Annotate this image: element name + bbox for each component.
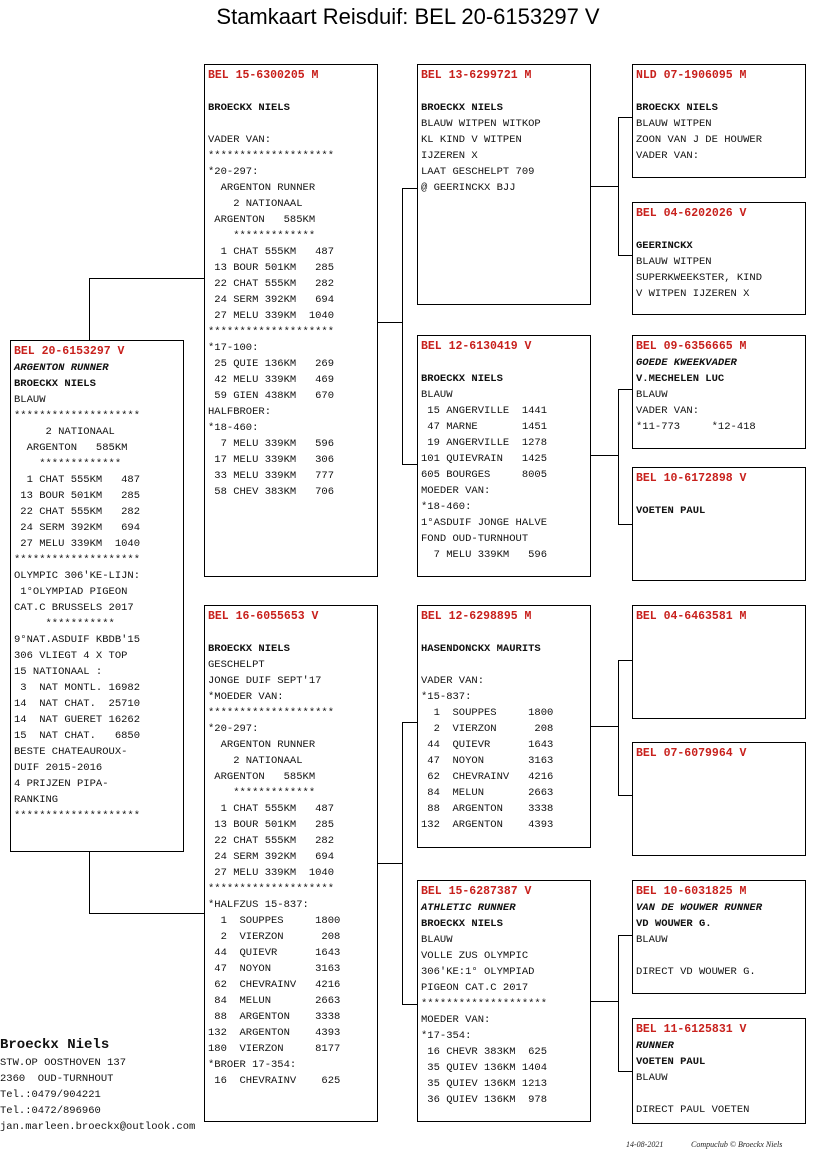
card-line: ARGENTON RUNNER [208,182,316,194]
pigeon-name: GOEDE KWEEKVADER [636,357,737,369]
pigeon-name: ATHLETIC RUNNER [421,902,516,914]
connector-line [618,117,633,118]
card-line: ******************** [14,554,141,566]
owner-name: GEERINCKX [636,240,693,252]
owner-name: BROECKX NIELS [636,102,718,114]
card-line: 47 NOYON 3163 [421,755,554,767]
card-line: *********** [14,618,115,630]
card-line [208,84,374,100]
connector-line [590,726,618,727]
card-line: 1°ASDUIF JONGE HALVE [421,517,548,529]
card-mm-mother [632,1018,806,1124]
connector-line [89,851,90,913]
card-father [204,64,378,577]
card-line: CAT.C BRUSSELS 2017 [14,602,134,614]
connector-line [377,322,402,323]
connector-line [590,455,618,456]
card-line: 59 GIEN 438KM 670 [208,390,335,402]
connector-line [402,464,417,465]
card-line: OLYMPIC 306'KE-LIJN: [14,570,141,582]
card-mother-father [417,605,591,848]
card-line: KL KIND V WITPEN [421,134,522,146]
card-line: VADER VAN: [208,134,272,146]
card-line: MOEDER VAN: [421,485,491,497]
breeder-phone-1: Tel.:0479/904221 [0,1089,101,1101]
card-line: 22 CHAT 555KM 282 [14,506,141,518]
card-line [636,84,802,100]
card-line: 2 NATIONAAL [208,198,303,210]
owner-name: VOETEN PAUL [636,1056,706,1068]
card-line: VADER VAN: [636,405,700,417]
breeder-city: 2360 OUD-TURNHOUT [0,1073,114,1085]
connector-line [89,278,204,279]
connector-line [402,188,403,464]
connector-line [618,117,619,255]
card-line: SUPERKWEEKSTER, KIND [636,272,763,284]
card-line: *17-354: [421,1030,472,1042]
card-line: 84 MELUN 2663 [421,787,554,799]
ring-number: BEL 20-6153297 V [14,345,125,358]
owner-name: BROECKX NIELS [14,378,96,390]
card-line: GESCHELPT [208,659,265,671]
owner-name: BROECKX NIELS [421,373,503,385]
card-father-father [417,64,591,305]
ring-number: BEL 04-6202026 V [636,207,747,220]
ring-number: BEL 12-6298895 M [421,610,532,623]
card-line: 1°OLYMPIAD PIGEON [14,586,128,598]
card-line: 17 MELU 339KM 306 [208,454,335,466]
card-line: PIGEON CAT.C 2017 [421,982,529,994]
card-line: 16 CHEVRAINV 625 [208,1075,341,1087]
card-line: 605 BOURGES 8005 [421,469,548,481]
card-ff-mother [632,202,806,315]
card-line: 2 NATIONAAL [208,755,303,767]
card-line: MOEDER VAN: [421,1014,491,1026]
card-line: 1 SOUPPES 1800 [208,915,341,927]
breeder-email: jan.marleen.broeckx@outlook.com [0,1121,196,1133]
card-line [636,222,802,238]
card-line: *18-460: [421,501,472,513]
card-line: 33 MELU 339KM 777 [208,470,335,482]
card-fm-mother [632,467,806,581]
card-line: 4 PRIJZEN PIPA- [14,778,109,790]
card-mm-father [632,880,806,994]
card-line [636,948,802,964]
breeder-name: Broeckx Niels [0,1037,110,1053]
card-line: BESTE CHATEAUROUX- [14,746,128,758]
card-line: VADER VAN: [636,150,700,162]
pigeon-name: VAN DE WOUWER RUNNER [636,902,763,914]
card-line: RANKING [14,794,59,806]
card-line: DUIF 2015-2016 [14,762,103,774]
card-line: 44 QUIEVR 1643 [421,739,554,751]
owner-name: VOETEN PAUL [636,505,706,517]
connector-line [618,524,633,525]
card-line: 88 ARGENTON 3338 [208,1011,341,1023]
owner-name: BROECKX NIELS [421,918,503,930]
ring-number: BEL 15-6300205 M [208,69,319,82]
card-line: 1 CHAT 555KM 487 [208,246,335,258]
owner-name: HASENDONCKX MAURITS [421,643,541,655]
card-line: HALFBROER: [208,406,272,418]
card-line: 132 ARGENTON 4393 [421,819,554,831]
card-line: 13 BOUR 501KM 285 [14,490,141,502]
ring-number: BEL 11-6125831 V [636,1023,747,1036]
card-line: *11-773 *12-418 [636,421,756,433]
card-line: 1 SOUPPES 1800 [421,707,554,719]
card-line: 13 BOUR 501KM 285 [208,262,335,274]
card-line: DIRECT VD WOUWER G. [636,966,756,978]
card-line [421,355,587,371]
footer-date: 14-08-2021 [626,1140,664,1149]
card-line: 2 VIERZON 208 [208,931,341,943]
card-line [208,625,374,641]
card-line: 15 NATIONAAL : [14,666,103,678]
card-line: VOLLE ZUS OLYMPIC [421,950,529,962]
card-subject [10,340,184,852]
card-line [421,84,587,100]
card-line: 35 QUIEV 136KM 1213 [421,1078,548,1090]
card-line: 47 NOYON 3163 [208,963,341,975]
card-line: 16 CHEVR 383KM 625 [421,1046,548,1058]
card-line: ************* [208,230,316,242]
card-line: BLAUW [14,394,46,406]
card-line: ******************** [14,410,141,422]
connector-line [618,660,633,661]
owner-name: VD WOUWER G. [636,918,712,930]
card-line: *20-297: [208,723,259,735]
card-line: 47 MARNE 1451 [421,421,548,433]
card-line: BLAUW [636,1072,668,1084]
ring-number: BEL 12-6130419 V [421,340,532,353]
ring-number: BEL 15-6287387 V [421,885,532,898]
card-line: 2 VIERZON 208 [421,723,554,735]
card-mother [204,605,378,1122]
card-line: *HALFZUS 15-837: [208,899,309,911]
card-line: 24 SERM 392KM 694 [14,522,141,534]
card-line: 14 NAT GUERET 16262 [14,714,141,726]
card-line: ARGENTON 585KM [208,214,316,226]
card-line: V WITPEN IJZEREN X [636,288,750,300]
card-line: DIRECT PAUL VOETEN [636,1104,750,1116]
card-line: 19 ANGERVILLE 1278 [421,437,548,449]
card-mf-mother [632,742,806,856]
card-line: 27 MELU 339KM 1040 [14,538,141,550]
ring-number: NLD 07-1906095 M [636,69,747,82]
connector-line [618,255,633,256]
pigeon-name: ARGENTON RUNNER [14,362,109,374]
card-line: ARGENTON 585KM [14,442,128,454]
connector-line [618,935,633,936]
card-line [208,116,374,132]
card-line: BLAUW [421,389,453,401]
breeder-phone-2: Tel.:0472/896960 [0,1105,101,1117]
card-line: BLAUW [636,934,668,946]
card-line: *18-460: [208,422,259,434]
card-line: BLAUW WITPEN [636,118,712,130]
ring-number: BEL 10-6031825 M [636,885,747,898]
breeder-address: STW.OP OOSTHOVEN 137 [0,1057,127,1069]
card-line: 24 SERM 392KM 694 [208,294,335,306]
card-line: 7 MELU 339KM 596 [208,438,335,450]
card-line: *15-837: [421,691,472,703]
card-line: ******************** [208,150,335,162]
connector-line [89,913,204,914]
card-line: 62 CHEVRAINV 4216 [208,979,341,991]
ring-number: BEL 13-6299721 M [421,69,532,82]
card-line: ******************** [208,883,335,895]
pigeon-name: RUNNER [636,1040,674,1052]
card-line: 42 MELU 339KM 469 [208,374,335,386]
card-fm-father [632,335,806,449]
connector-line [402,722,417,723]
card-line: *20-297: [208,166,259,178]
connector-line [402,722,403,1004]
card-line: ******************** [208,707,335,719]
card-line [636,487,802,503]
card-line: 2 NATIONAAL [14,426,115,438]
card-line: *17-100: [208,342,259,354]
card-line [636,1086,802,1102]
card-line: VADER VAN: [421,675,485,687]
connector-line [618,660,619,795]
connector-line [618,1071,633,1072]
card-line: 36 QUIEV 136KM 978 [421,1094,548,1106]
ring-number: BEL 10-6172898 V [636,472,747,485]
connector-line [377,863,402,864]
card-line: 101 QUIEVRAIN 1425 [421,453,548,465]
card-mf-father [632,605,806,719]
card-line: *BROER 17-354: [208,1059,297,1071]
owner-name: BROECKX NIELS [421,102,503,114]
card-line: 24 SERM 392KM 694 [208,851,335,863]
connector-line [590,186,618,187]
card-line: ARGENTON RUNNER [208,739,316,751]
card-line: 15 NAT CHAT. 6850 [14,730,141,742]
card-line: BLAUW [421,934,453,946]
card-line: 27 MELU 339KM 1040 [208,867,335,879]
connector-line [618,389,619,524]
card-line: ZOON VAN J DE HOUWER [636,134,763,146]
card-line: ******************** [421,998,548,1010]
connector-line [618,935,619,1071]
card-line: *MOEDER VAN: [208,691,284,703]
card-line: 15 ANGERVILLE 1441 [421,405,548,417]
connector-line [402,188,417,189]
ring-number: BEL 07-6079964 V [636,747,747,760]
card-line: ******************** [14,810,141,822]
connector-line [618,389,633,390]
card-line: ******************** [208,326,335,338]
ring-number: BEL 16-6055653 V [208,610,319,623]
card-line: 58 CHEV 383KM 706 [208,486,335,498]
card-line: BLAUW WITPEN WITKOP [421,118,541,130]
card-mother-mother [417,880,591,1122]
card-line: 62 CHEVRAINV 4216 [421,771,554,783]
ring-number: BEL 09-6356665 M [636,340,747,353]
owner-name: V.MECHELEN LUC [636,373,725,385]
card-line: 1 CHAT 555KM 487 [14,474,141,486]
card-line: 9°NAT.ASDUIF KBDB'15 [14,634,141,646]
card-line: @ GEERINCKX BJJ [421,182,516,194]
breeder-info [0,1035,195,1135]
card-line: 306 VLIEGT 4 X TOP [14,650,128,662]
connector-line [590,1001,618,1002]
card-line: JONGE DUIF SEPT'17 [208,675,322,687]
owner-name: BROECKX NIELS [208,643,290,655]
page-title: Stamkaart Reisduif: BEL 20-6153297 V [216,4,600,29]
connector-line [89,278,90,340]
owner-name: BROECKX NIELS [208,102,290,114]
card-ff-father [632,64,806,178]
ring-number: BEL 04-6463581 M [636,610,747,623]
card-line: FOND OUD-TURNHOUT [421,533,529,545]
card-line: 84 MELUN 2663 [208,995,341,1007]
card-line: 35 QUIEV 136KM 1404 [421,1062,548,1074]
card-line: 14 NAT CHAT. 25710 [14,698,141,710]
card-line: ************* [14,458,122,470]
card-line [421,625,587,641]
card-line: BLAUW [636,389,668,401]
card-line: IJZEREN X [421,150,478,162]
card-line: ************* [208,787,316,799]
card-line: 22 CHAT 555KM 282 [208,278,335,290]
card-line: 44 QUIEVR 1643 [208,947,341,959]
card-line: 13 BOUR 501KM 285 [208,819,335,831]
card-line [421,657,587,673]
card-line: 27 MELU 339KM 1040 [208,310,335,322]
card-line: 88 ARGENTON 3338 [421,803,554,815]
card-line: 180 VIERZON 8177 [208,1043,341,1055]
card-line: LAAT GESCHELPT 709 [421,166,535,178]
connector-line [402,1004,417,1005]
card-line: 22 CHAT 555KM 282 [208,835,335,847]
connector-line [618,795,633,796]
card-line: 3 NAT MONTL. 16982 [14,682,141,694]
card-line: 25 QUIE 136KM 269 [208,358,335,370]
footer-credit: Compuclub © Broeckx Niels [691,1140,783,1149]
card-line: 306'KE:1° OLYMPIAD [421,966,535,978]
card-line: 1 CHAT 555KM 487 [208,803,335,815]
card-father-mother [417,335,591,577]
card-line: 132 ARGENTON 4393 [208,1027,341,1039]
card-line: ARGENTON 585KM [208,771,316,783]
card-line: 7 MELU 339KM 596 [421,549,548,561]
card-line: BLAUW WITPEN [636,256,712,268]
